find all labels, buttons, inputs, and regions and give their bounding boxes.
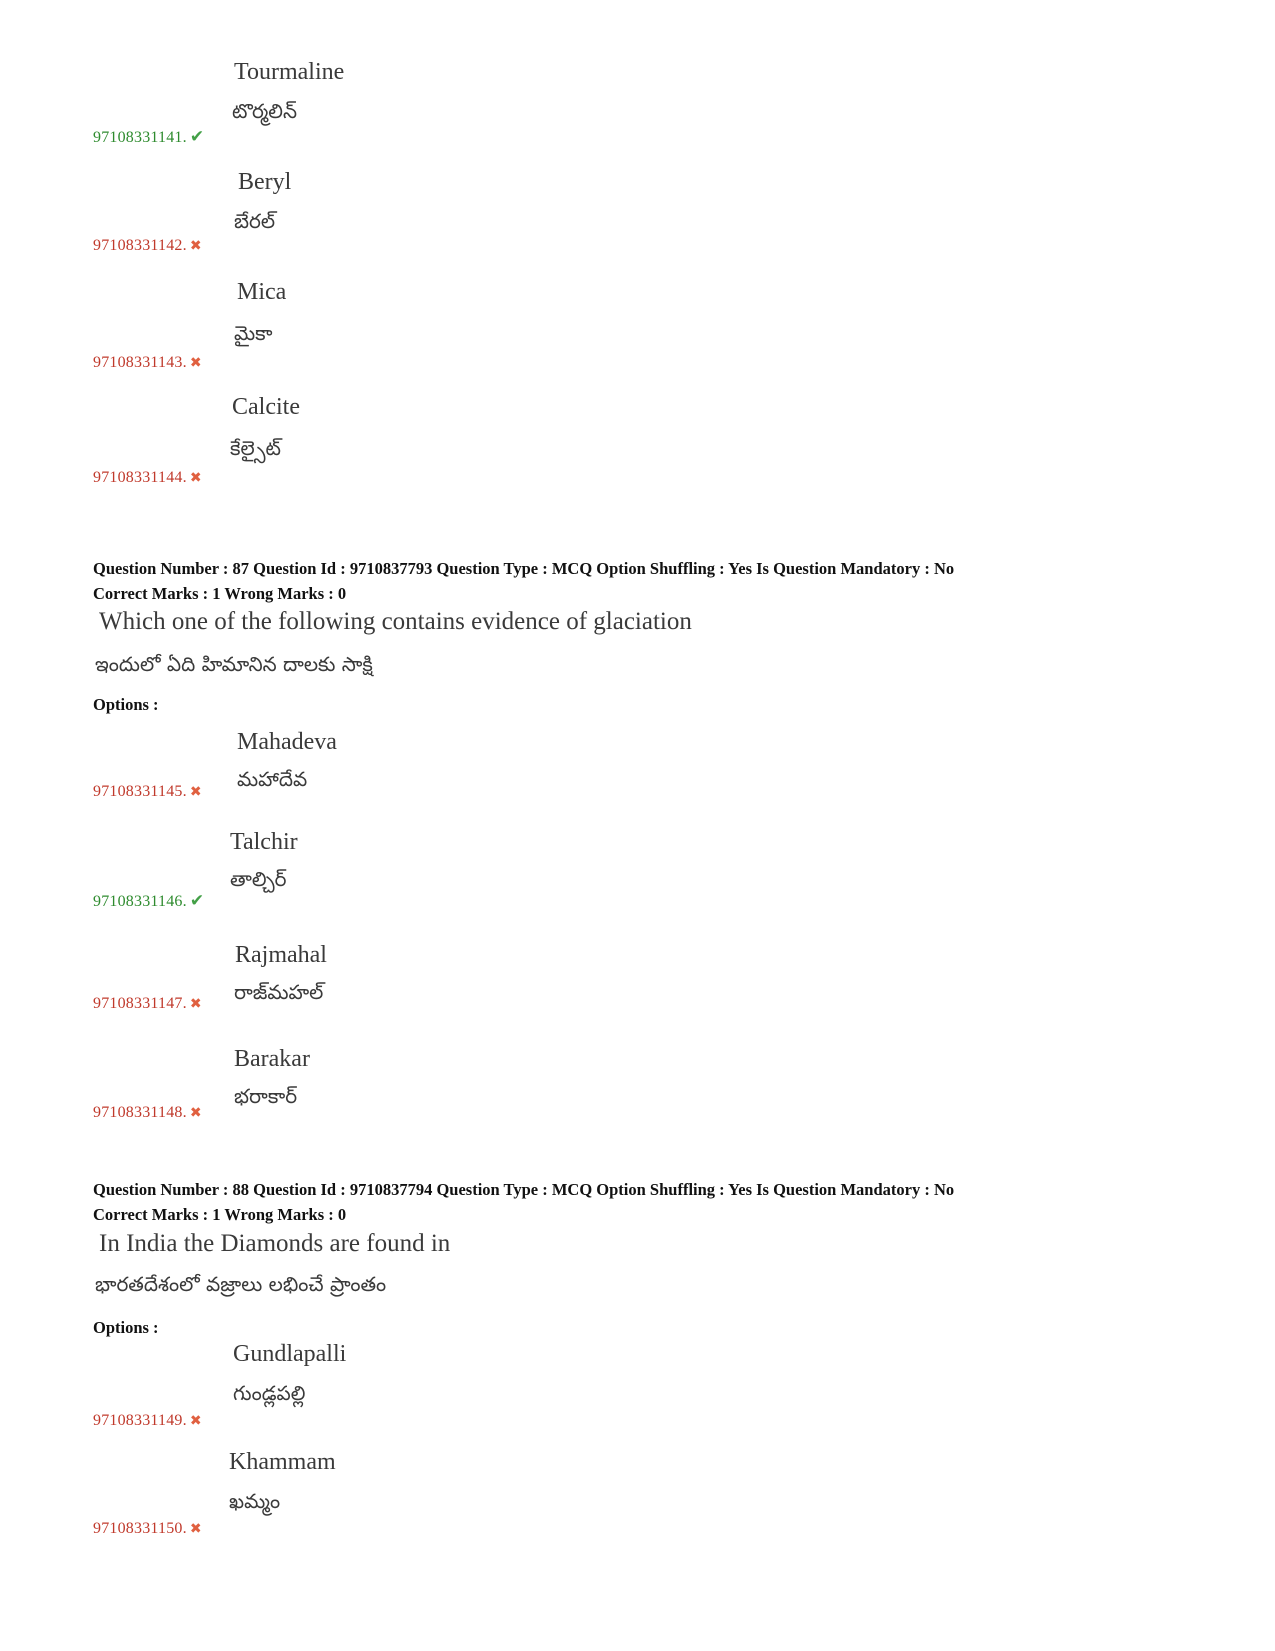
wrong-cross-icon: ✖ — [189, 1522, 202, 1537]
wrong-cross-icon: ✖ — [189, 1414, 202, 1429]
wrong-cross-icon: ✖ — [189, 356, 202, 371]
option-97108331146 — [0, 825, 1275, 935]
question-meta-line2: Correct Marks : 1 Wrong Marks : 0 — [93, 1205, 347, 1224]
question-text-en: In India the Diamonds are found in — [99, 1230, 451, 1257]
option-id: 97108331143. ✖ — [93, 354, 202, 371]
option-text-en: Calcite — [232, 394, 300, 420]
option-97108331150 — [0, 1445, 1275, 1555]
option-id: 97108331141. ✔ — [93, 127, 205, 146]
option-97108331144 — [0, 390, 1275, 500]
option-id: 97108331146. ✔ — [93, 891, 205, 910]
question-text-te: ఇందులో ఏది హిమానిన దాలకు సాక్షి — [95, 652, 373, 676]
option-text-te: గుండ్లపల్లి — [233, 1381, 306, 1405]
option-97108331147 — [0, 938, 1275, 1048]
option-text-en: Rajmahal — [235, 942, 327, 968]
option-text-te: తాల్చిర్ — [230, 867, 287, 891]
option-id: 97108331145. ✖ — [93, 783, 202, 800]
option-97108331145 — [0, 725, 1275, 835]
option-text-en: Beryl — [238, 169, 292, 195]
option-id: 97108331148. ✖ — [93, 1104, 202, 1121]
question-meta-line2: Correct Marks : 1 Wrong Marks : 0 — [93, 584, 347, 603]
option-text-te: బేరల్ — [234, 209, 276, 233]
option-text-te: టొర్మలిన్ — [232, 99, 297, 123]
option-text-en: Gundlapalli — [233, 1341, 347, 1367]
option-97108331143 — [0, 275, 1275, 385]
option-id: 97108331147. ✖ — [93, 995, 202, 1012]
correct-check-icon: ✔ — [189, 891, 205, 910]
option-id: 97108331149. ✖ — [93, 1412, 202, 1429]
options-label: Options : — [93, 695, 159, 714]
option-text-en: Mica — [237, 279, 287, 305]
option-id: 97108331144. ✖ — [93, 469, 202, 486]
wrong-cross-icon: ✖ — [189, 785, 202, 800]
option-97108331149 — [0, 1337, 1275, 1447]
wrong-cross-icon: ✖ — [189, 239, 202, 254]
option-text-te: కేల్సైట్ — [230, 436, 281, 460]
wrong-cross-icon: ✖ — [189, 1106, 202, 1121]
wrong-cross-icon: ✖ — [189, 471, 202, 486]
option-97108331141 — [0, 55, 1275, 165]
option-text-te: మైకా — [234, 321, 273, 345]
question-text-en: Which one of the following contains evidence of glaciation — [99, 608, 692, 635]
option-97108331148 — [0, 1042, 1275, 1152]
option-id: 97108331142. ✖ — [93, 237, 202, 254]
option-text-en: Khammam — [229, 1449, 336, 1475]
option-text-en: Mahadeva — [237, 729, 337, 755]
option-text-te: భరాకార్ — [234, 1084, 298, 1108]
option-97108331142 — [0, 165, 1275, 275]
option-text-te: మహాదేవ — [237, 767, 308, 791]
option-text-en: Talchir — [230, 829, 298, 855]
question-meta-line1: Question Number : 88 Question Id : 9710837794 Question Type : MCQ Option Shuffling : Yes Is Question Mandatory : No — [93, 1180, 955, 1199]
wrong-cross-icon: ✖ — [189, 997, 202, 1012]
question-text-te: భారతదేశంలో వజ్రాలు లభించే ప్రాంతం — [95, 1272, 387, 1296]
option-text-te: రాజ్‌మహల్ — [234, 980, 324, 1004]
option-id: 97108331150. ✖ — [93, 1520, 202, 1537]
option-text-en: Tourmaline — [234, 59, 345, 85]
option-text-te: ఖమ్మం — [229, 1489, 281, 1513]
correct-check-icon: ✔ — [189, 127, 205, 146]
options-label: Options : — [93, 1318, 159, 1337]
question-meta-line1: Question Number : 87 Question Id : 9710837793 Question Type : MCQ Option Shuffling : Yes Is Question Mandatory : No — [93, 559, 955, 578]
option-text-en: Barakar — [234, 1046, 310, 1072]
